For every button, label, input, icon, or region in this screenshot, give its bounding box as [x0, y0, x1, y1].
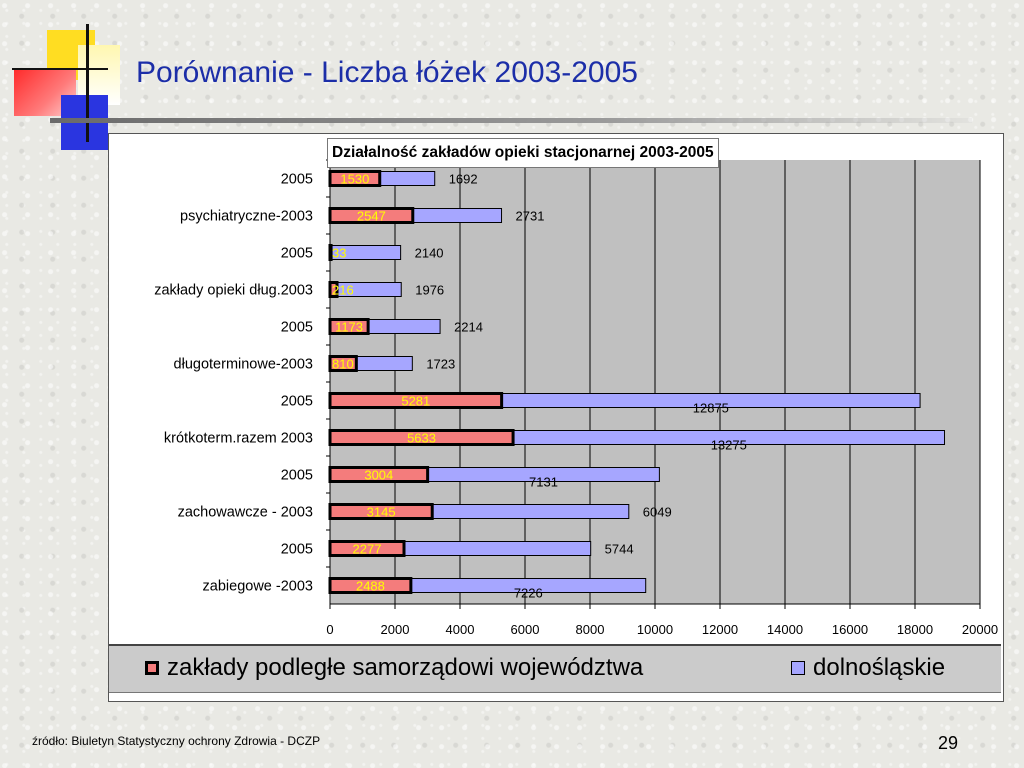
x-tick-label: 0: [326, 622, 334, 637]
category-label: 2005: [280, 319, 313, 336]
legend-label-series1: zakłady podległe samorządowi województwa: [167, 654, 644, 681]
bar-series2: [413, 209, 502, 223]
page-number: 29: [938, 733, 959, 753]
chart-title: Działalność zakładów opieki stacjonarnej 2003-2005: [327, 138, 719, 168]
data-label-series1: 216: [332, 282, 354, 298]
data-label-series1: 2547: [356, 208, 386, 224]
data-label-series2: 2140: [414, 245, 444, 261]
data-label-series2: 12875: [692, 400, 729, 416]
bar-series2: [368, 320, 440, 334]
category-label: 2005: [280, 467, 313, 484]
category-label: 2005: [280, 171, 313, 188]
source-note: źródło: Biuletyn Statystyczny ochrony Zdrowia - DCZP: [32, 734, 321, 748]
data-label-series1: 1173: [335, 319, 364, 335]
x-tick-label: 6000: [510, 622, 540, 637]
data-label-series2: 1723: [426, 356, 456, 372]
legend: [109, 644, 1001, 693]
legend-item-series1: [145, 654, 643, 682]
data-label-series2: 2731: [515, 208, 545, 224]
data-label-series1: 5633: [407, 430, 436, 446]
category-label: długoterminowe-2003: [173, 356, 313, 373]
category-label: zakłady opieki dług.2003: [154, 282, 313, 299]
category-label: 2005: [280, 393, 313, 410]
data-label-series2: 5744: [604, 541, 634, 557]
category-label: psychiatryczne-2003: [180, 208, 313, 225]
data-label-series1: 2488: [355, 578, 385, 594]
data-label-series2: 7131: [529, 474, 558, 490]
page-title: Porównanie - Liczba łóżek 2003-2005: [136, 56, 638, 89]
bar-series2: [380, 172, 435, 186]
data-label-series1: 33: [332, 245, 347, 261]
x-tick-label: 10000: [636, 622, 674, 637]
x-tick-label: 4000: [445, 622, 475, 637]
data-label-series1: 5281: [401, 393, 431, 409]
data-label-series1: 3145: [366, 504, 396, 520]
data-label-series2: 13275: [710, 437, 747, 453]
category-label: 2005: [280, 245, 313, 262]
data-label-series1: 2277: [352, 541, 382, 557]
x-tick-label: 20000: [961, 622, 999, 637]
legend-swatch-series1: [145, 661, 159, 675]
data-label-series2: 6049: [642, 504, 672, 520]
data-label-series2: 1976: [415, 282, 445, 298]
legend-label-series2: dolnośląskie: [813, 654, 946, 681]
category-label: zachowawcze - 2003: [177, 504, 313, 521]
data-label-series2: 7226: [513, 585, 543, 601]
data-label-series2: 2214: [454, 319, 483, 335]
bar-series2: [404, 542, 591, 556]
x-tick-label: 8000: [575, 622, 605, 637]
data-label-series1: 1530: [340, 171, 370, 187]
x-tick-label: 16000: [831, 622, 869, 637]
data-label-series1: 810: [332, 356, 354, 372]
category-label: krótkoterm.razem 2003: [163, 430, 313, 447]
category-label: zabiegowe -2003: [202, 578, 313, 595]
legend-swatch-series2: [791, 661, 805, 675]
legend-item-series2: [791, 654, 945, 682]
x-tick-label: 14000: [766, 622, 804, 637]
data-label-series1: 3004: [364, 467, 394, 483]
x-tick-label: 18000: [896, 622, 934, 637]
bar-series2: [432, 505, 629, 519]
x-tick-label: 2000: [380, 622, 410, 637]
category-label: 2005: [280, 541, 313, 558]
x-tick-label: 12000: [701, 622, 739, 637]
data-label-series2: 1692: [448, 171, 478, 187]
bar-series2: [356, 357, 412, 371]
